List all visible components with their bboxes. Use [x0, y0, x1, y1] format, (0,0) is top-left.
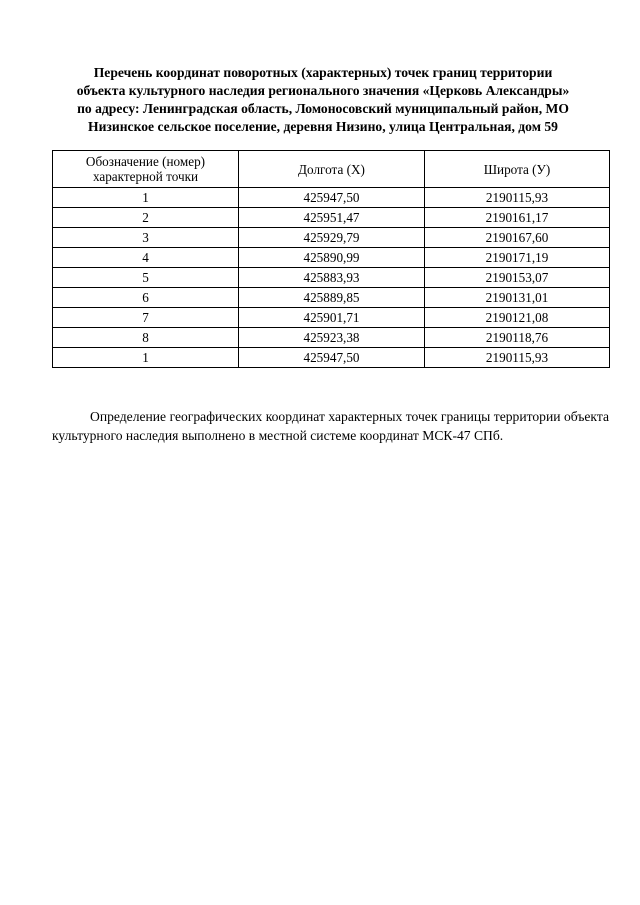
document-title [52, 64, 594, 136]
title-line: Перечень координат поворотных (характерных) точек границ территории [93, 65, 553, 80]
point-number-cell: 5 [53, 268, 239, 288]
table-row [53, 188, 610, 208]
title-line: по адресу: Ленинградская область, Ломоносовский муниципальный район, МО [77, 101, 569, 116]
latitude-cell: 2190115,93 [425, 188, 610, 208]
coordinates-table [52, 150, 610, 368]
table-row [53, 208, 610, 228]
longitude-cell: 425947,50 [239, 188, 425, 208]
latitude-cell: 2190118,76 [425, 328, 610, 348]
header-point-number: Обозначение (номер) характерной точки [53, 151, 239, 188]
longitude-cell: 425890,99 [239, 248, 425, 268]
table-row [53, 248, 610, 268]
point-number-cell: 2 [53, 208, 239, 228]
longitude-cell: 425929,79 [239, 228, 425, 248]
point-number-cell: 8 [53, 328, 239, 348]
latitude-cell: 2190121,08 [425, 308, 610, 328]
point-number-cell: 6 [53, 288, 239, 308]
longitude-cell: 425923,38 [239, 328, 425, 348]
table-row [53, 268, 610, 288]
longitude-cell: 425883,93 [239, 268, 425, 288]
longitude-cell: 425947,50 [239, 348, 425, 368]
latitude-cell: 2190115,93 [425, 348, 610, 368]
table-row [53, 328, 610, 348]
table-row [53, 228, 610, 248]
longitude-cell: 425951,47 [239, 208, 425, 228]
longitude-cell: 425889,85 [239, 288, 425, 308]
latitude-cell: 2190153,07 [425, 268, 610, 288]
latitude-cell: 2190167,60 [425, 228, 610, 248]
table-row [53, 288, 610, 308]
latitude-cell: 2190131,01 [425, 288, 610, 308]
longitude-cell: 425901,71 [239, 308, 425, 328]
point-number-cell: 4 [53, 248, 239, 268]
coordinate-system-note: Определение географических координат характерных точек границы территории объекта культурного наследия выполнено в местной системе координат МСК-47 СПб. [52, 408, 609, 443]
point-number-cell: 3 [53, 228, 239, 248]
title-line: объекта культурного наследия регионального значения «Церковь Александры» [76, 83, 570, 98]
table-row [53, 308, 610, 328]
header-longitude: Долгота (X) [239, 151, 425, 188]
table-header-row [53, 151, 610, 188]
title-line: Низинское сельское поселение, деревня Низино, улица Центральная, дом 59 [88, 119, 558, 134]
point-number-cell: 7 [53, 308, 239, 328]
table-row [53, 348, 610, 368]
header-latitude: Широта (У) [425, 151, 610, 188]
latitude-cell: 2190171,19 [425, 248, 610, 268]
point-number-cell: 1 [53, 188, 239, 208]
latitude-cell: 2190161,17 [425, 208, 610, 228]
point-number-cell: 1 [53, 348, 239, 368]
